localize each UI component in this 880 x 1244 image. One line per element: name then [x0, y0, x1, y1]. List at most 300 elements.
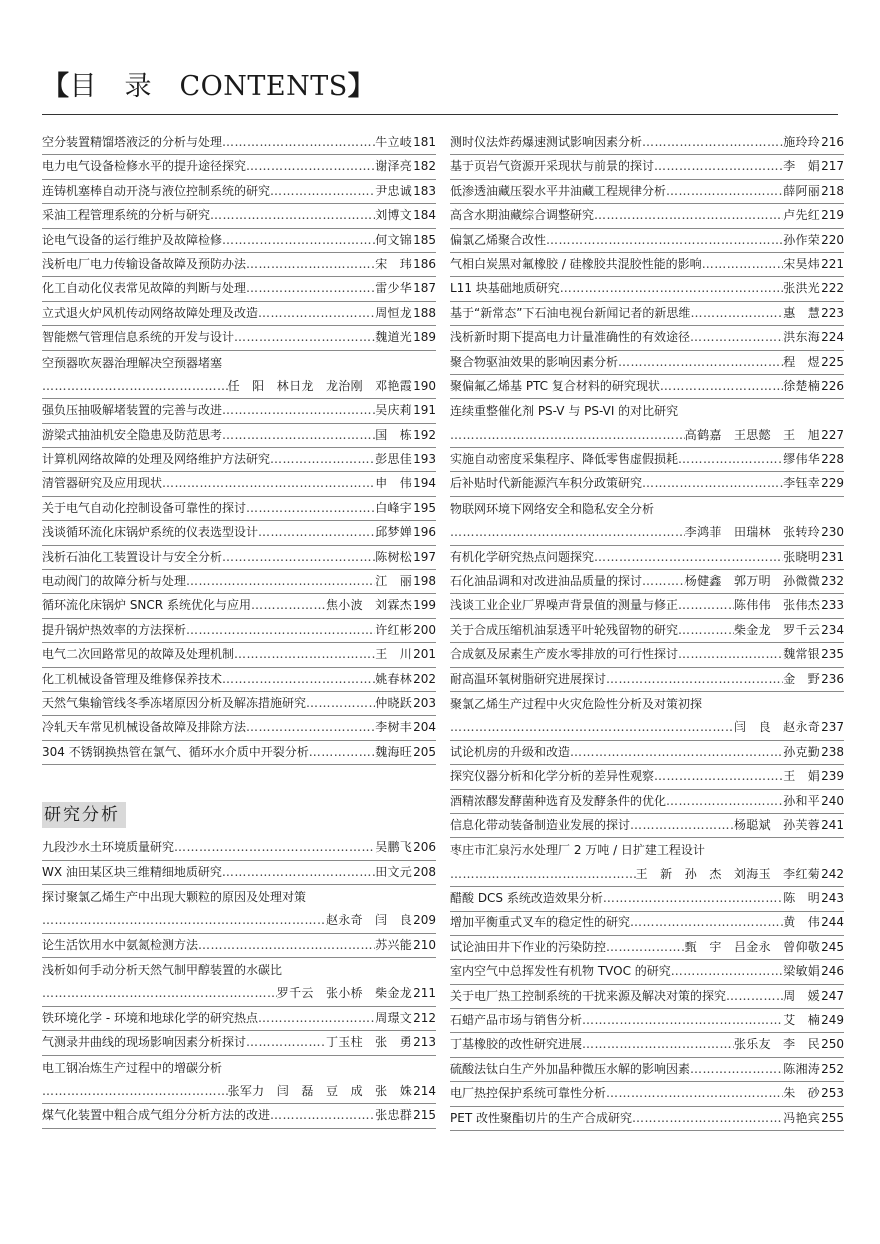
- toc-entry-continued[interactable]: [42, 351, 436, 375]
- entry-author: 王 新 孙 杰 刘海玉 李红菊: [635, 866, 821, 881]
- entry-title: 高含水期油藏综合调整研究: [450, 208, 595, 223]
- toc-entry[interactable]: [450, 936, 844, 960]
- toc-entry[interactable]: [42, 497, 436, 521]
- toc-entry[interactable]: [42, 1104, 436, 1128]
- title-lu: 录: [124, 71, 152, 102]
- entry-author: 艾 楠: [783, 1013, 821, 1028]
- toc-entry[interactable]: [450, 863, 844, 887]
- entry-page: 234: [821, 622, 844, 637]
- toc-entry[interactable]: [42, 546, 436, 570]
- toc-entry[interactable]: [450, 570, 844, 594]
- leader-dots: [174, 836, 375, 859]
- toc-entry[interactable]: [450, 521, 844, 545]
- entry-title: L11 块基础地质研究: [450, 281, 560, 296]
- toc-entry[interactable]: [450, 887, 844, 911]
- entry-title: 智能燃气管理信息系统的开发与设计: [42, 330, 235, 345]
- entry-title: 连续重整催化剂 PS-V 与 PS-VI 的对比研究: [450, 404, 679, 419]
- entry-title: 电气二次回路常见的故障及处理机制: [42, 647, 235, 662]
- toc-entry[interactable]: [450, 546, 844, 570]
- toc-entry[interactable]: [450, 985, 844, 1009]
- leader-dots: [246, 155, 375, 178]
- entry-title: 有机化学研究热点问题探究: [450, 549, 595, 564]
- entry-author: 李鸿菲 田瑞林 张转玲: [684, 525, 821, 540]
- title-contents: CONTENTS: [179, 71, 348, 102]
- entry-page: 237: [821, 720, 844, 735]
- entry-title: 试论机房的升级和改造: [450, 744, 571, 759]
- entry-author: 王 娟: [783, 769, 821, 784]
- leader-dots: [222, 131, 375, 154]
- entry-page: 200: [413, 622, 436, 637]
- entry-author: 施玲玲: [783, 134, 821, 149]
- entry-author: 尹忠诚: [375, 183, 413, 198]
- leader-dots: [450, 521, 685, 544]
- leader-dots: [726, 985, 783, 1008]
- leader-dots: [246, 1031, 326, 1054]
- toc-list-research: [42, 836, 436, 1129]
- entry-page: 231: [821, 549, 844, 564]
- leader-dots: [546, 229, 783, 252]
- toc-entry[interactable]: [450, 765, 844, 789]
- toc-entry[interactable]: [42, 1031, 436, 1055]
- entry-author: 惠 慧: [783, 305, 821, 320]
- toc-entry[interactable]: [450, 253, 844, 277]
- leader-dots: [306, 692, 375, 715]
- toc-entry[interactable]: [42, 131, 436, 155]
- entry-author: 闫 良 赵永奇: [733, 720, 821, 735]
- toc-entry[interactable]: [42, 180, 436, 204]
- entry-author: 梁敏娟: [783, 964, 821, 979]
- leader-dots: [246, 716, 375, 739]
- leader-dots: [450, 863, 636, 886]
- leader-dots: [222, 229, 375, 252]
- toc-entry[interactable]: [450, 790, 844, 814]
- leader-dots: [42, 983, 277, 1006]
- toc-entry-continued[interactable]: [450, 399, 844, 423]
- entry-page: 240: [821, 793, 844, 808]
- entry-author: 高鹤嘉 王思懿 王 旭: [684, 427, 821, 442]
- entry-author: 金 野: [783, 671, 821, 686]
- entry-page: 230: [821, 525, 844, 540]
- entry-title: 电动阀门的故障分析与处理: [42, 574, 187, 589]
- toc-entry[interactable]: [42, 326, 436, 350]
- entry-page: 220: [821, 232, 844, 247]
- toc-entry[interactable]: [42, 302, 436, 326]
- toc-entry[interactable]: [450, 594, 844, 618]
- toc-entry[interactable]: [450, 180, 844, 204]
- entry-page: 183: [413, 183, 436, 198]
- entry-page: 188: [413, 305, 436, 320]
- entry-title: 化工机械设备管理及维修保养技术: [42, 671, 223, 686]
- entry-page: 219: [821, 208, 844, 223]
- leader-dots: [222, 861, 375, 884]
- entry-page: 216: [821, 134, 844, 149]
- entry-title: 基于“新常态”下石油电视台新闻记者的新思维: [450, 305, 691, 320]
- entry-author: 陈 明: [783, 891, 821, 906]
- entry-page: 189: [413, 330, 436, 345]
- entry-page: 222: [821, 281, 844, 296]
- entry-author: 李钰幸: [783, 476, 821, 491]
- entry-title: 煤气化装置中粗合成气组分分析方法的改进: [42, 1108, 271, 1123]
- leader-dots: [570, 741, 783, 764]
- entry-page: 232: [821, 574, 844, 589]
- entry-author: 周 媛: [783, 988, 821, 1003]
- entry-page: 204: [413, 720, 436, 735]
- entry-page: 197: [413, 549, 436, 564]
- leader-dots: [222, 668, 375, 691]
- toc-entry[interactable]: [42, 204, 436, 228]
- entry-page: 186: [413, 256, 436, 271]
- entry-title: 计算机网络故障的处理及网络维护方法研究: [42, 452, 271, 467]
- entry-author: 孙和平: [783, 793, 821, 808]
- toc-entry[interactable]: [450, 302, 844, 326]
- leader-dots: [258, 1007, 375, 1030]
- leader-dots: [251, 594, 326, 617]
- entry-title: 试论油田井下作业的污染防控: [450, 939, 607, 954]
- entry-page: 235: [821, 647, 844, 662]
- entry-author: 黄 伟: [783, 915, 821, 930]
- leader-dots: [186, 570, 375, 593]
- title-mu: 目: [69, 71, 97, 102]
- toc-entry[interactable]: [42, 570, 436, 594]
- toc-entry[interactable]: [450, 424, 844, 448]
- leader-dots: [270, 180, 375, 203]
- entry-page: 199: [413, 598, 436, 613]
- leader-dots: [606, 668, 783, 691]
- leader-dots: [560, 277, 783, 300]
- entry-title: 气相白炭黑对氟橡胶 / 硅橡胶共混胶性能的影响: [450, 256, 702, 271]
- entry-author: 仲晓跃: [375, 695, 413, 710]
- toc-entry[interactable]: [450, 741, 844, 765]
- entry-page: 198: [413, 574, 436, 589]
- entry-author: 彭思佳: [375, 452, 413, 467]
- leader-dots: [690, 302, 783, 325]
- section-spacer: [42, 765, 436, 788]
- entry-page: 215: [413, 1108, 436, 1123]
- leader-dots: [270, 448, 375, 471]
- entry-author: 朱 砂: [783, 1086, 821, 1101]
- entry-title: 聚偏氟乙烯基 PTC 复合材料的研究现状: [450, 378, 660, 393]
- entry-page: 225: [821, 354, 844, 369]
- entry-title: 醋酸 DCS 系统改造效果分析: [450, 891, 603, 906]
- entry-author: 孙克勤: [783, 744, 821, 759]
- entry-title: 空分装置精馏塔液泛的分析与处理: [42, 134, 223, 149]
- leader-dots: [678, 594, 734, 617]
- toc-entry[interactable]: [42, 277, 436, 301]
- entry-author: 吴庆莉: [375, 403, 413, 418]
- leader-dots: [594, 546, 783, 569]
- toc-entry[interactable]: [450, 668, 844, 692]
- page-title: [42, 70, 375, 104]
- toc-entry[interactable]: [42, 836, 436, 860]
- toc-entry[interactable]: [450, 326, 844, 350]
- title-close-bracket: 】: [347, 71, 376, 102]
- entry-title: 枣庄市汇泉污水处理厂 2 万吨 / 日扩建工程设计: [450, 843, 705, 858]
- entry-author: 杨聪斌 孙芙蓉: [733, 817, 821, 832]
- entry-title: 测时仪法炸药爆速测试影响因素分析: [450, 134, 643, 149]
- toc-entry-continued[interactable]: [450, 692, 844, 716]
- toc-entry[interactable]: [450, 155, 844, 179]
- toc-entry[interactable]: [450, 229, 844, 253]
- leader-dots: [630, 912, 783, 935]
- toc-right-column: [450, 131, 844, 1131]
- leader-dots: [678, 448, 783, 471]
- entry-page: 223: [821, 305, 844, 320]
- toc-entry[interactable]: [450, 716, 844, 740]
- entry-title: 浅谈循环流化床锅炉系统的仪表选型设计: [42, 525, 259, 540]
- leader-dots: [270, 1104, 375, 1127]
- entry-page: 192: [413, 427, 436, 442]
- leader-dots: [582, 1033, 734, 1056]
- entry-author: 李 娟: [783, 159, 821, 174]
- section-bar: [42, 788, 436, 836]
- leader-dots: [642, 570, 685, 593]
- entry-page: 229: [821, 476, 844, 491]
- toc-entry[interactable]: [42, 155, 436, 179]
- entry-author: 姚春林: [375, 671, 413, 686]
- entry-title: 丁基橡胶的改性研究进展: [450, 1037, 583, 1052]
- entry-page: 227: [821, 427, 844, 442]
- leader-dots: [606, 936, 685, 959]
- leader-dots: [666, 180, 783, 203]
- toc-entry[interactable]: [450, 448, 844, 472]
- toc-entry[interactable]: [450, 1033, 844, 1057]
- toc-entry[interactable]: [450, 643, 844, 667]
- entry-title: 合成氨及尿素生产废水零排放的可行性探讨: [450, 647, 679, 662]
- toc-entry[interactable]: [42, 983, 436, 1007]
- toc-entry[interactable]: [42, 229, 436, 253]
- entry-title: 后补贴时代新能源汽车积分政策研究: [450, 476, 643, 491]
- entry-page: 250: [821, 1037, 844, 1052]
- entry-title: 提升锅炉热效率的方法探析: [42, 622, 187, 637]
- entry-author: 陈树松: [375, 549, 413, 564]
- toc-entry[interactable]: [450, 960, 844, 984]
- entry-page: 238: [821, 744, 844, 759]
- entry-page: 214: [413, 1084, 436, 1099]
- toc-entry[interactable]: [450, 351, 844, 375]
- toc-entry[interactable]: [42, 668, 436, 692]
- entry-page: 209: [413, 913, 436, 928]
- entry-author: 赵永奇 闫 良: [325, 913, 413, 928]
- entry-title: 论生活饮用水中氨氮检测方法: [42, 937, 199, 952]
- entry-page: 241: [821, 817, 844, 832]
- leader-dots: [582, 1009, 783, 1032]
- toc-entry[interactable]: [450, 472, 844, 496]
- toc-entry[interactable]: [42, 594, 436, 618]
- entry-title: 硫酸法钛白生产外加晶种微压水解的影响因素: [450, 1061, 691, 1076]
- entry-page: 242: [821, 866, 844, 881]
- entry-page: 211: [413, 986, 436, 1001]
- entry-page: 196: [413, 525, 436, 540]
- toc-entry[interactable]: [450, 375, 844, 399]
- toc-entry[interactable]: [42, 741, 436, 765]
- toc-entry[interactable]: [42, 472, 436, 496]
- entry-author: 甄 宇 吕金永 曾仰敬: [684, 939, 821, 954]
- entry-page: 181: [413, 134, 436, 149]
- toc-entry[interactable]: [42, 692, 436, 716]
- leader-dots: [678, 619, 734, 642]
- entry-author: 魏海旺: [375, 744, 413, 759]
- toc-entry-continued[interactable]: [42, 885, 436, 909]
- toc-entry[interactable]: [42, 521, 436, 545]
- entry-title: 游梁式抽油机安全隐患及防范思考: [42, 427, 223, 442]
- leader-dots: [234, 643, 375, 666]
- entry-author: 宋昊炜: [783, 256, 821, 271]
- entry-title: 化工自动化仪表常见故障的判断与处理: [42, 281, 247, 296]
- entry-author: 苏兴能: [375, 937, 413, 952]
- toc-list-right: [450, 131, 844, 1131]
- toc-entry[interactable]: [450, 1058, 844, 1082]
- entry-page: 228: [821, 452, 844, 467]
- entry-page: 249: [821, 1013, 844, 1028]
- entry-title: 探讨聚氯乙烯生产中出现大颗粒的原因及处理对策: [42, 889, 307, 904]
- entry-page: 245: [821, 939, 844, 954]
- entry-title: 连铸机塞棒自动开浇与液位控制系统的研究: [42, 183, 271, 198]
- leader-dots: [246, 497, 375, 520]
- toc-entry[interactable]: [42, 375, 436, 399]
- entry-author: 柴金龙 罗千云: [733, 622, 821, 637]
- toc-entry-continued[interactable]: [42, 1056, 436, 1080]
- entry-author: 何文锦: [375, 232, 413, 247]
- toc-entry[interactable]: [450, 1107, 844, 1131]
- toc-entry[interactable]: [42, 619, 436, 643]
- toc-entry[interactable]: [450, 131, 844, 155]
- entry-author: 刘博文: [375, 208, 413, 223]
- entry-page: 252: [821, 1061, 844, 1076]
- toc-left-column: [42, 131, 436, 1129]
- entry-title: 石化油品调和对改进油品质量的探讨: [450, 574, 643, 589]
- entry-title: 酒精浓醪发酵菌种选育及发酵条件的优化: [450, 793, 667, 808]
- entry-page: 255: [821, 1110, 844, 1125]
- toc-entry[interactable]: [42, 253, 436, 277]
- entry-title: 304 不锈钢换热管在氯气、循环水介质中开裂分析: [42, 744, 309, 759]
- toc-entry[interactable]: [450, 814, 844, 838]
- entry-author: 吴鹏飞: [375, 840, 413, 855]
- toc-entry-continued[interactable]: [450, 838, 844, 862]
- toc-entry[interactable]: [42, 643, 436, 667]
- toc-entry[interactable]: [42, 934, 436, 958]
- entry-page: 194: [413, 476, 436, 491]
- entry-page: 187: [413, 281, 436, 296]
- entry-author: 王 川: [375, 647, 413, 662]
- entry-author: 魏道光: [375, 330, 413, 345]
- leader-dots: [198, 934, 375, 957]
- leader-dots: [234, 326, 375, 349]
- entry-page: 217: [821, 159, 844, 174]
- entry-page: 247: [821, 988, 844, 1003]
- toc-entry[interactable]: [42, 448, 436, 472]
- toc-entry-continued[interactable]: [42, 958, 436, 982]
- leader-dots: [618, 351, 783, 374]
- entry-author: 魏常银: [783, 647, 821, 662]
- leader-dots: [450, 716, 734, 739]
- leader-dots: [660, 375, 783, 398]
- entry-author: 陈伟伟 张伟杰: [733, 598, 821, 613]
- leader-dots: [690, 1058, 783, 1081]
- toc-entry[interactable]: [450, 912, 844, 936]
- entry-author: 程 煜: [783, 354, 821, 369]
- entry-title: 偏氯乙烯聚合改性: [450, 232, 547, 247]
- entry-page: 218: [821, 183, 844, 198]
- entry-title: 室内空气中总挥发性有机物 TVOC 的研究: [450, 964, 671, 979]
- entry-title: 浅析石油化工装置设计与安全分析: [42, 549, 223, 564]
- entry-title: 立式退火炉风机传动网络故障处理及改造: [42, 305, 259, 320]
- entry-author: 许红彬: [375, 622, 413, 637]
- entry-title: 聚氯乙烯生产过程中火灾危险性分析及对策初探: [450, 696, 703, 711]
- entry-title: 探究仪器分析和化学分析的差异性观察: [450, 769, 655, 784]
- toc-entry[interactable]: [450, 277, 844, 301]
- entry-author: 张洪光: [783, 281, 821, 296]
- entry-title: 信息化带动装备制造业发展的探讨: [450, 817, 631, 832]
- entry-author: 丁玉柱 张 勇: [325, 1035, 413, 1050]
- entry-title: 增加平衡重式叉车的稳定性的研究: [450, 915, 631, 930]
- entry-author: 张乐友 李 民: [733, 1037, 821, 1052]
- entry-title: 实施自动密度采集程序、降低零售虚假损耗: [450, 452, 679, 467]
- leader-dots: [632, 1107, 783, 1130]
- toc-entry[interactable]: [42, 424, 436, 448]
- toc-entry[interactable]: [42, 1080, 436, 1104]
- leader-dots: [630, 814, 734, 837]
- toc-entry[interactable]: [42, 716, 436, 740]
- entry-page: 208: [413, 864, 436, 879]
- entry-title: 关于电气自动化控制设备可靠性的探讨: [42, 500, 247, 515]
- toc-entry[interactable]: [450, 204, 844, 228]
- leader-dots: [210, 204, 375, 227]
- leader-dots: [42, 375, 228, 398]
- entry-title: 空预器吹灰器治理解决空预器堵塞: [42, 355, 223, 370]
- entry-title: 气测录井曲线的现场影响因素分析探讨: [42, 1035, 247, 1050]
- entry-author: 陈湘涛: [783, 1061, 821, 1076]
- entry-author: 张忠群: [375, 1108, 413, 1123]
- entry-title: 聚合物驱油效果的影响因素分析: [450, 354, 619, 369]
- leader-dots: [222, 424, 375, 447]
- toc-entry-continued[interactable]: [450, 497, 844, 521]
- toc-entry[interactable]: [450, 1082, 844, 1106]
- leader-dots: [594, 204, 783, 227]
- entry-title: 基于页岩气资源开采现状与前景的探讨: [450, 159, 655, 174]
- entry-page: 243: [821, 891, 844, 906]
- entry-title: 强负压抽吸解堵装置的完善与改进: [42, 403, 223, 418]
- toc-entry[interactable]: [450, 1009, 844, 1033]
- entry-title: 低渗透油藏压裂水平井油藏工程规律分析: [450, 183, 667, 198]
- entry-author: 洪东海: [783, 330, 821, 345]
- entry-author: 任 阳 林日龙 龙治刚 邓艳霞: [227, 378, 413, 393]
- entry-page: 253: [821, 1086, 844, 1101]
- entry-author: 田文元: [375, 864, 413, 879]
- toc-entry[interactable]: [42, 1007, 436, 1031]
- entry-title: 电工钢冶炼生产过程中的增碳分析: [42, 1060, 223, 1075]
- entry-page: 233: [821, 598, 844, 613]
- toc-entry[interactable]: [450, 619, 844, 643]
- entry-page: 184: [413, 208, 436, 223]
- leader-dots: [678, 643, 783, 666]
- entry-page: 195: [413, 500, 436, 515]
- leader-dots: [654, 765, 783, 788]
- entry-title: 电力电气设备检修水平的提升途径探究: [42, 159, 247, 174]
- entry-page: 190: [413, 378, 436, 393]
- entry-title: 石蜡产品市场与销售分析: [450, 1013, 583, 1028]
- toc-entry[interactable]: [42, 861, 436, 885]
- leader-dots: [654, 155, 783, 178]
- toc-entry[interactable]: [42, 909, 436, 933]
- toc-entry[interactable]: [42, 399, 436, 423]
- entry-author: 牛立岐: [375, 134, 413, 149]
- entry-title: 电厂热控保护系统可靠性分析: [450, 1086, 607, 1101]
- entry-page: 206: [413, 840, 436, 855]
- entry-page: 244: [821, 915, 844, 930]
- entry-title: 循环流化床锅炉 SNCR 系统优化与应用: [42, 598, 251, 613]
- leader-dots: [162, 472, 375, 495]
- leader-dots: [666, 790, 783, 813]
